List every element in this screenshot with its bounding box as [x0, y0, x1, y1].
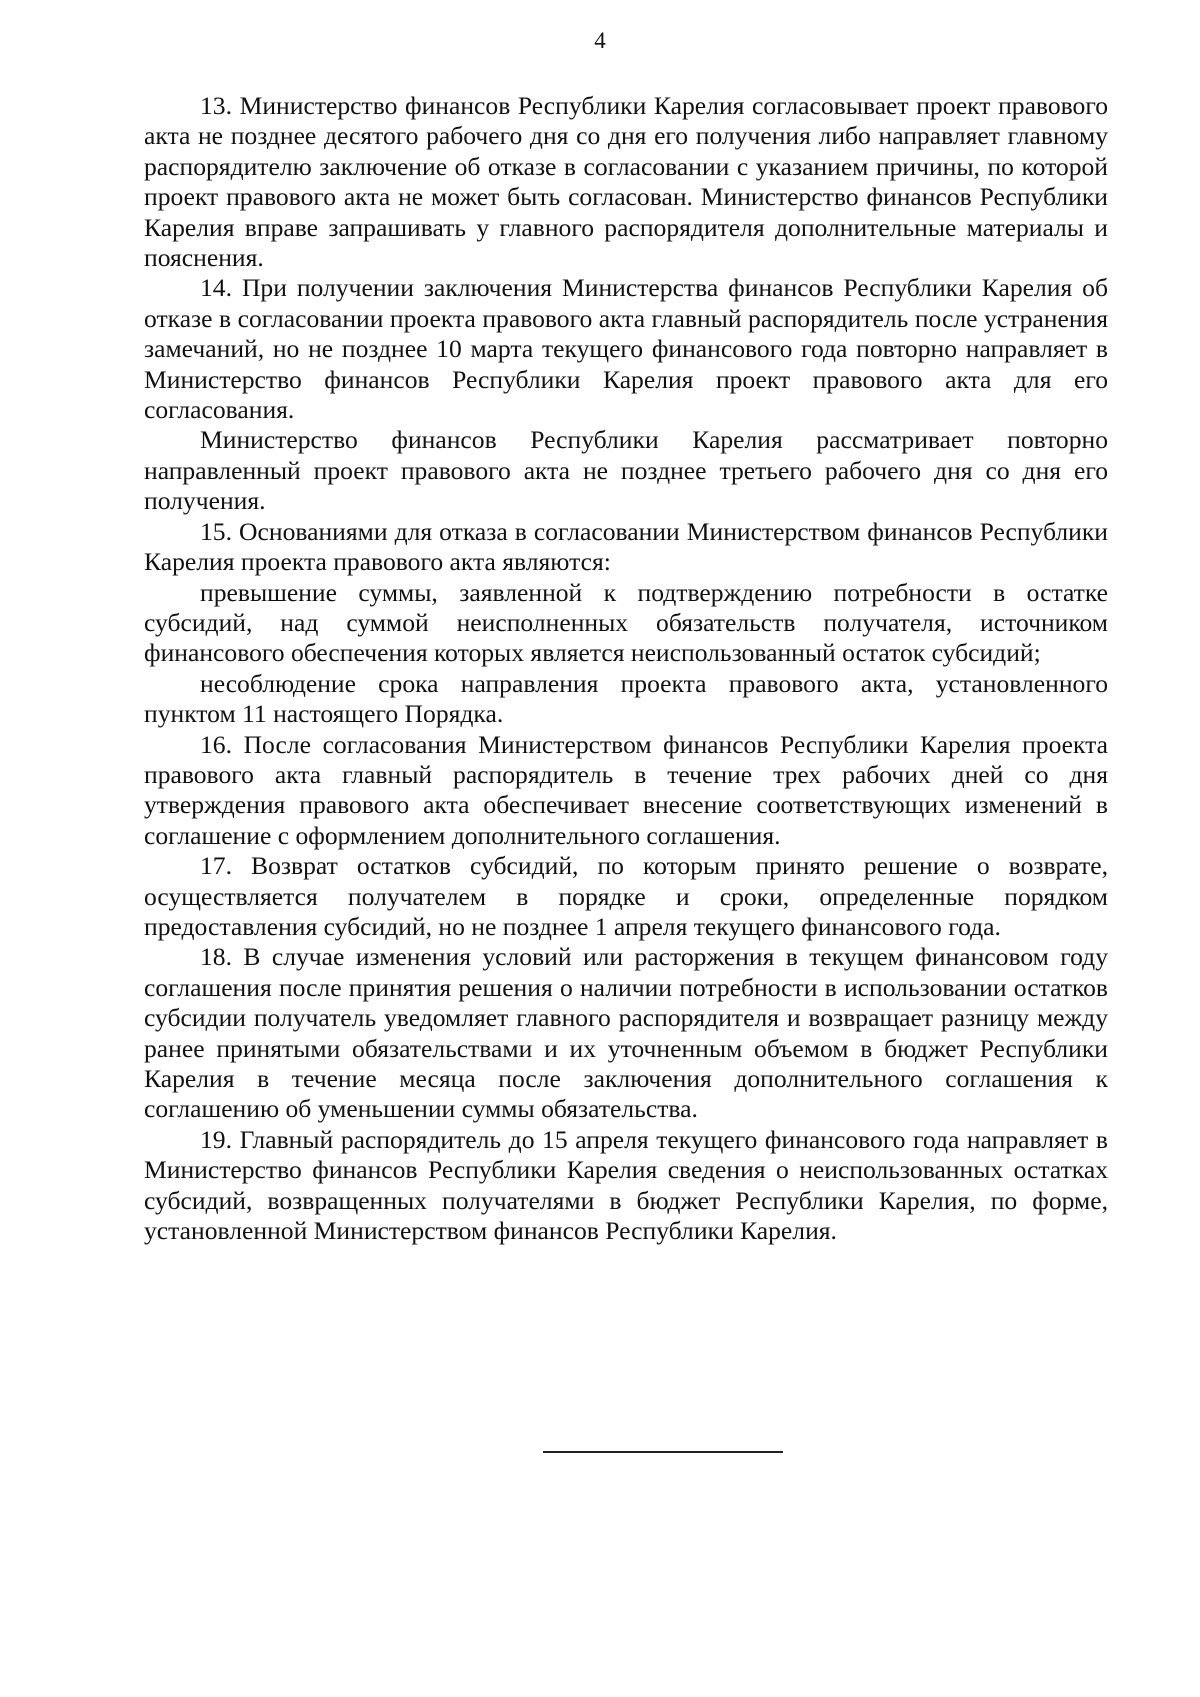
paragraph-19: 19. Главный распорядитель до 15 апреля текущего финансового года направляет в Министерство финансов Республики Карелия сведения о неиспользованных остатках субсидий, возвращенных получателями в бюджет Республики Карелия, по форме, установленной Министерством финансов Республики Карелия.: [144, 1124, 1108, 1246]
paragraph-17: 17. Возврат остатков субсидий, по которым принято решение о возврате, осуществляется получателем в порядке и сроки, определенные порядком предоставления субсидий, но не позднее 1 апреля текущего финансового года.: [144, 851, 1108, 941]
paragraph-15-item-1: превышение суммы, заявленной к подтверждению потребности в остатке субсидий, над суммой неисполненных обязательств получателя, источником финансового обеспечения которых является неиспользованный остаток субсидий;: [144, 577, 1108, 668]
paragraph-15: 15. Основаниями для отказа в согласовании Министерством финансов Республики Карелия проекта правового акта являются:: [144, 516, 1108, 577]
paragraph-18: 18. В случае изменения условий или расторжения в текущем финансовом году соглашения после принятия решения о наличии потребности в использовании остатков субсидии получатель уведомляет главного распорядителя и возвращает разницу между ранее принятыми обязательствами и их уточненным объемом в бюджет Республики Карелия в течение месяца после заключения дополнительного соглашения к соглашению об уменьшении суммы обязательства.: [144, 942, 1108, 1124]
paragraph-13: 13. Министерство финансов Республики Карелия согласовывает проект правового акта не позднее десятого рабочего дня со дня его получения либо направляет главному распорядителю заключение об отказе в согласовании с указанием причины, по которой проект правового акта не может быть согласован. Министерство финансов Республики Карелия вправе запрашивать у главного распорядителя дополнительные материалы и пояснения.: [144, 91, 1108, 273]
paragraph-15-item-2: несоблюдение срока направления проекта правового акта, установленного пунктом 11 настоящего Порядка.: [144, 668, 1108, 729]
page-number: 4: [594, 28, 606, 53]
end-separator-line: [543, 1451, 783, 1453]
paragraph-14-continued: Министерство финансов Республики Карелия рассматривает повторно направленный проект правового акта не позднее третьего рабочего дня со дня его получения.: [144, 425, 1108, 516]
document-body: [144, 91, 1108, 1246]
paragraph-14: 14. При получении заключения Министерства финансов Республики Карелия об отказе в согласовании проекта правового акта главный распорядитель после устранения замечаний, но не позднее 10 марта текущего финансового года повторно направляет в Министерство финансов Республики Карелия проект правового акта для его согласования.: [144, 273, 1108, 425]
paragraph-16: 16. После согласования Министерством финансов Республики Карелия проекта правового акта главный распорядитель в течение трех рабочих дней со дня утверждения правового акта обеспечивает внесение соответствующих изменений в соглашение с оформлением дополнительного соглашения.: [144, 729, 1108, 850]
